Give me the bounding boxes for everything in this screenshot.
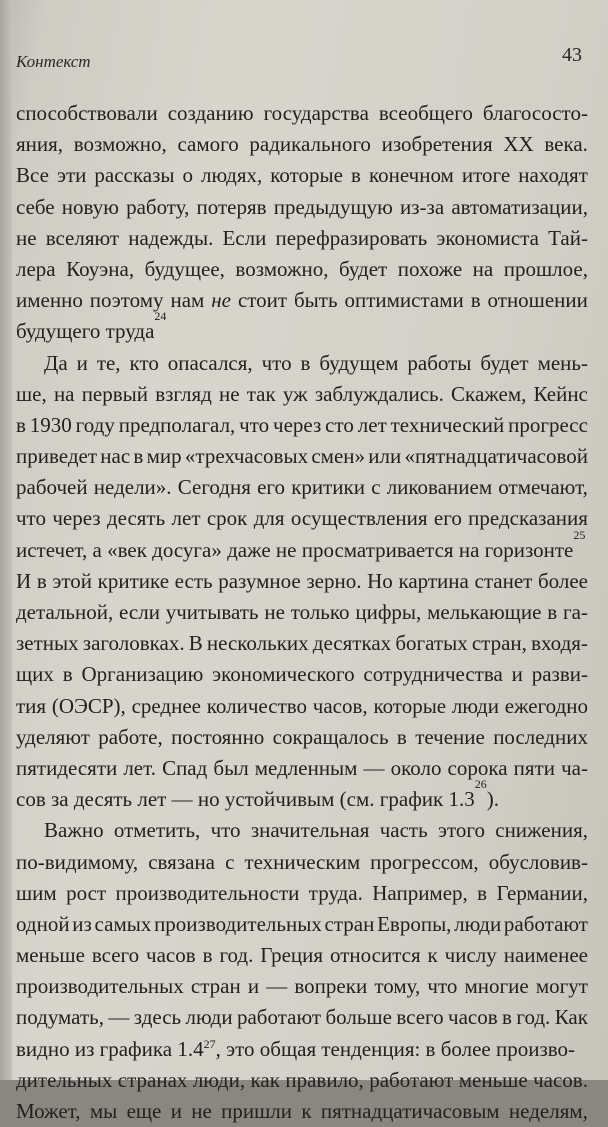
word: и	[170, 1099, 182, 1123]
word: около	[390, 755, 442, 780]
word: медленным	[254, 755, 358, 780]
word: стран	[190, 974, 241, 999]
word: сокращалось	[272, 724, 389, 749]
word: XX	[503, 132, 534, 157]
word: новую	[61, 194, 119, 219]
text-line	[16, 410, 588, 441]
word: нам	[170, 288, 205, 313]
word: детальной,	[16, 600, 114, 624]
word: не	[218, 381, 240, 406]
word: одной	[16, 911, 70, 936]
text-line	[16, 379, 588, 410]
word: Все	[16, 163, 49, 188]
word: уж	[282, 381, 308, 406]
word: цифры,	[355, 600, 422, 624]
word: для	[253, 506, 285, 531]
word: могут	[535, 974, 588, 999]
word: отмечают,	[498, 475, 588, 500]
word: мелькающие	[427, 600, 542, 624]
word: взгляд	[155, 381, 212, 406]
word: Сегодня	[177, 475, 251, 500]
word: кто	[129, 350, 159, 375]
word: прогрессом,	[370, 849, 479, 874]
word: ча-	[561, 755, 588, 780]
word: самого	[177, 132, 239, 157]
word: пятидесяти	[16, 755, 118, 780]
word: сорока	[447, 755, 508, 780]
word: и	[511, 662, 523, 687]
word: не	[16, 225, 37, 250]
word: сто	[325, 412, 354, 437]
text-line	[16, 527, 588, 566]
text-line	[16, 566, 588, 597]
word: течение	[415, 724, 485, 749]
line-text-end: , это общая тенденция: в более произво-	[215, 1036, 576, 1061]
word: государства	[263, 101, 369, 125]
word: производительности	[115, 880, 300, 905]
word: мир	[146, 444, 182, 469]
text-line	[16, 285, 588, 316]
word: через	[273, 412, 322, 437]
word: —	[363, 755, 385, 780]
word: из	[72, 911, 92, 936]
word: еще	[126, 1099, 162, 1123]
word: в	[202, 943, 213, 968]
word: что	[427, 974, 458, 999]
text-line	[16, 1002, 588, 1033]
text-line	[16, 98, 588, 129]
word: лет	[357, 412, 387, 437]
word: в	[16, 412, 26, 437]
word: критике	[97, 568, 170, 593]
word: картина	[398, 568, 469, 593]
word: неделям,	[508, 1099, 588, 1123]
word: которые	[373, 693, 447, 718]
word: стоит	[237, 288, 288, 313]
text-line	[16, 722, 588, 753]
word: нескольких	[206, 631, 309, 656]
word: связана	[148, 849, 215, 874]
body-text	[16, 98, 588, 1127]
word: через	[52, 506, 101, 531]
word: яния,	[16, 132, 64, 157]
word: Кейнс	[533, 381, 588, 406]
word: значительная	[250, 818, 370, 843]
line-text: ).	[486, 787, 499, 812]
word: из-за	[400, 194, 445, 219]
text-line	[16, 628, 588, 659]
word: разви-	[531, 662, 588, 687]
word: лет.	[123, 755, 156, 780]
text-line	[16, 815, 588, 846]
word: правило,	[285, 1067, 364, 1092]
word: первый	[81, 381, 149, 406]
word: с	[371, 475, 381, 500]
word: лет	[171, 506, 201, 531]
word: часть	[379, 818, 428, 843]
word: в	[300, 350, 311, 375]
word: наименее	[503, 943, 588, 968]
text-line	[16, 254, 588, 285]
word: если	[119, 600, 160, 624]
word: труда.	[308, 880, 363, 905]
word: Да	[44, 350, 68, 375]
text-line	[16, 878, 588, 909]
word: часов,	[312, 693, 368, 718]
word: именно	[16, 288, 83, 313]
paragraph-2	[16, 348, 588, 816]
word: к	[301, 1099, 312, 1123]
word: десятках	[312, 631, 392, 656]
word: многие	[464, 974, 529, 999]
word: не	[264, 600, 285, 624]
word: (ОЭСР),	[51, 693, 126, 718]
paragraph-3	[16, 815, 588, 1127]
word: работы	[407, 350, 472, 375]
word: числу	[444, 943, 497, 968]
word: прогресс	[508, 412, 588, 437]
word: здесь	[133, 1005, 182, 1030]
word: ежегодно	[504, 693, 588, 718]
word: техническим	[244, 849, 361, 874]
running-head: Контекст	[16, 52, 91, 71]
word: к	[427, 943, 438, 968]
word: Коуэна,	[66, 256, 135, 281]
word: или	[368, 444, 402, 469]
word: всеобщего	[378, 101, 473, 125]
word: щих	[16, 662, 54, 687]
text-line	[16, 777, 588, 815]
footnote-ref-27: 27	[203, 1036, 216, 1051]
word: самых	[94, 911, 152, 936]
word: работают	[369, 1067, 454, 1092]
footnote-ref-24: 24	[154, 309, 167, 324]
word: количество	[206, 693, 308, 718]
word: на	[472, 256, 494, 281]
word: «пятнадцатичасовой	[404, 444, 588, 469]
text-line	[16, 753, 588, 784]
word: будет	[338, 256, 388, 281]
text-line	[16, 909, 588, 940]
word: надежды.	[128, 225, 214, 250]
word: работают	[503, 911, 588, 936]
word: пяти	[513, 755, 555, 780]
word: в	[351, 163, 361, 188]
text-line	[16, 659, 588, 690]
word: находят	[518, 163, 588, 188]
word: Если	[222, 225, 267, 250]
word: Германии,	[496, 880, 588, 905]
text-line	[16, 348, 588, 379]
word: Организацию	[81, 662, 204, 687]
word: недели».	[93, 475, 172, 500]
word: год.	[516, 1005, 551, 1030]
word: будущем	[319, 350, 399, 375]
word: и	[76, 350, 88, 375]
word: не	[211, 288, 232, 313]
word: входя-	[531, 631, 588, 656]
word: радикального	[249, 132, 371, 157]
word: зерно.	[306, 568, 362, 593]
word: приведет	[16, 444, 97, 469]
footnote-ref-25: 25	[573, 527, 586, 542]
word: те,	[96, 350, 121, 375]
text-line	[16, 1065, 588, 1096]
word: Европы,	[377, 911, 452, 936]
word: —	[266, 974, 288, 999]
word: критики	[291, 475, 365, 500]
word: рост	[66, 880, 107, 905]
word: часов.	[533, 1067, 588, 1092]
word: возможно,	[235, 256, 329, 281]
word: что	[16, 506, 46, 531]
facing-page-edge	[0, 0, 12, 1080]
word: производительных	[16, 974, 184, 999]
word: смен»	[311, 444, 366, 469]
word: лера	[16, 256, 56, 281]
word: по-видимому,	[16, 849, 139, 874]
word: —	[108, 1005, 130, 1030]
word: меньше	[16, 943, 85, 968]
word: быть	[294, 288, 338, 313]
word: и	[247, 974, 260, 999]
word: году	[75, 412, 115, 437]
word: в	[396, 724, 407, 749]
page-header	[16, 44, 582, 74]
word: десять	[106, 506, 166, 531]
word: в	[133, 444, 144, 469]
word: меньше	[458, 1067, 528, 1092]
word: стран,	[471, 631, 527, 656]
word: часов	[448, 1005, 498, 1030]
word: дительных	[16, 1067, 113, 1092]
word: эти	[56, 163, 87, 188]
text-line	[16, 472, 588, 503]
word: Может,	[16, 1099, 81, 1123]
word: предполагал,	[118, 412, 236, 437]
word: часов	[146, 943, 196, 968]
word: люди	[451, 693, 499, 718]
paragraph-1	[16, 98, 588, 348]
text-line	[16, 940, 588, 971]
word: в	[62, 662, 73, 687]
word: в	[36, 568, 47, 593]
word: странах	[117, 1067, 188, 1092]
word: заблуждались.	[314, 381, 444, 406]
word: похоже	[397, 256, 463, 281]
line-text: будущего труда	[16, 319, 155, 344]
footnote-ref-26: 26	[474, 777, 487, 792]
word: 1930	[29, 412, 72, 437]
text-line	[16, 1034, 588, 1065]
word: Скажем,	[451, 381, 527, 406]
word: Тай-	[548, 225, 588, 250]
word: работают	[236, 1005, 322, 1030]
word: предсказания	[468, 506, 588, 531]
word: мень-	[537, 350, 588, 375]
word: изобретения	[381, 132, 493, 157]
word: разумное	[218, 568, 301, 593]
word: этой	[52, 568, 93, 593]
text-line	[16, 129, 588, 160]
word: предыдущую	[273, 194, 393, 219]
word: в	[502, 1005, 512, 1030]
word: так	[246, 381, 276, 406]
text-line	[16, 223, 588, 254]
word: постоянно	[171, 724, 265, 749]
word: осуществления	[290, 506, 428, 531]
text-line	[16, 192, 588, 223]
word: способствовали	[16, 101, 158, 125]
word: срок	[206, 506, 248, 531]
word: о	[182, 163, 194, 188]
text-line	[16, 503, 588, 534]
word: Греция	[260, 943, 324, 968]
line-text: истечет, а «век досуга» даже не просматривается на горизонте	[16, 537, 574, 562]
word: В	[188, 631, 203, 656]
word: люди,	[192, 1067, 246, 1092]
word: есть	[174, 568, 213, 593]
word: стран	[324, 911, 375, 936]
word: перефразировать	[275, 225, 428, 250]
word: экономиста	[436, 225, 539, 250]
word: его	[433, 506, 462, 531]
word: с	[225, 849, 235, 874]
line-text: сов за десять лет — но устойчивым (см. график 1.3	[16, 787, 475, 812]
text-line	[16, 971, 588, 1002]
word: что	[261, 350, 292, 375]
word: его	[257, 475, 285, 500]
word: пятнадцатичасовым	[320, 1099, 500, 1123]
word: возможно,	[73, 132, 167, 157]
word: будущее,	[144, 256, 225, 281]
word: богатых	[395, 631, 468, 656]
word: га-	[562, 600, 588, 624]
word: отметить,	[113, 818, 201, 843]
word: будет	[480, 350, 529, 375]
word: подумать,	[16, 1005, 104, 1030]
page-number: 43	[562, 44, 582, 66]
word: учитывать	[165, 600, 259, 624]
word: в	[470, 288, 481, 313]
word: потеряв	[196, 194, 267, 219]
word: экономического	[212, 662, 355, 687]
word: что	[210, 818, 241, 843]
text-line	[16, 847, 588, 878]
word: прошлое,	[503, 256, 588, 281]
word: людях,	[201, 163, 263, 188]
text-line	[16, 691, 588, 722]
word: станет	[474, 568, 533, 593]
word: уделяют	[16, 724, 90, 749]
word: обусловив-	[488, 849, 588, 874]
word: тия	[16, 693, 47, 718]
word: которые	[270, 163, 343, 188]
word: люди	[454, 911, 502, 936]
word: как	[250, 1067, 280, 1092]
word: относится	[329, 943, 421, 968]
word: люди	[185, 1005, 233, 1030]
word: конечном	[368, 163, 454, 188]
word: вопреки	[294, 974, 368, 999]
word: всего	[396, 1005, 444, 1030]
word: И	[16, 568, 32, 593]
word: среднее	[131, 693, 201, 718]
word: работе,	[98, 724, 163, 749]
word: итоге	[461, 163, 511, 188]
word: производительных	[154, 911, 322, 936]
word: последних	[493, 724, 588, 749]
text-line	[16, 160, 588, 191]
word: сотрудничества	[363, 662, 503, 687]
word: не	[191, 1099, 212, 1123]
word: мы	[89, 1099, 118, 1123]
word: отношении	[487, 288, 588, 313]
word: только	[290, 600, 350, 624]
word: технический	[390, 412, 505, 437]
word: этого	[437, 818, 485, 843]
word: работу,	[126, 194, 190, 219]
word: Спад	[162, 755, 208, 780]
word: благососто-	[482, 101, 588, 125]
word: поэтому	[89, 288, 164, 313]
word: нас	[100, 444, 131, 469]
text-line	[16, 597, 588, 628]
word: вселяют	[45, 225, 120, 250]
word: оптимистами	[344, 288, 464, 313]
word: рабочей	[16, 475, 88, 500]
word: Но	[367, 568, 393, 593]
word: Как	[554, 1005, 588, 1030]
word: всего	[91, 943, 140, 968]
word: более	[537, 568, 588, 593]
word: опасался,	[167, 350, 253, 375]
text-line	[16, 1096, 588, 1127]
word: тому,	[374, 974, 421, 999]
word: пришли	[221, 1099, 292, 1123]
word: год.	[219, 943, 254, 968]
word: шим	[16, 880, 57, 905]
word: заголовках.	[82, 631, 185, 656]
word: на	[53, 381, 75, 406]
word: в	[547, 600, 558, 624]
line-text	[16, 1034, 575, 1065]
word: в	[477, 880, 488, 905]
word: снижения,	[495, 818, 588, 843]
word: «трехчасовых	[184, 444, 309, 469]
word: рассказы	[94, 163, 175, 188]
word: себе	[16, 194, 55, 219]
word: автоматизации,	[451, 194, 588, 219]
word: ликованием	[386, 475, 493, 500]
word: века.	[544, 132, 588, 157]
word: больше	[325, 1005, 392, 1030]
word: ше,	[16, 381, 47, 406]
word: зетных	[16, 631, 79, 656]
word: что	[239, 412, 270, 437]
text-line	[16, 441, 588, 472]
word: был	[213, 755, 249, 780]
text-line	[16, 309, 588, 347]
word: Например,	[372, 880, 468, 905]
word: созданию	[167, 101, 254, 125]
word: Важно	[44, 818, 104, 843]
line-text-start: видно из графика 1.4	[16, 1036, 204, 1061]
